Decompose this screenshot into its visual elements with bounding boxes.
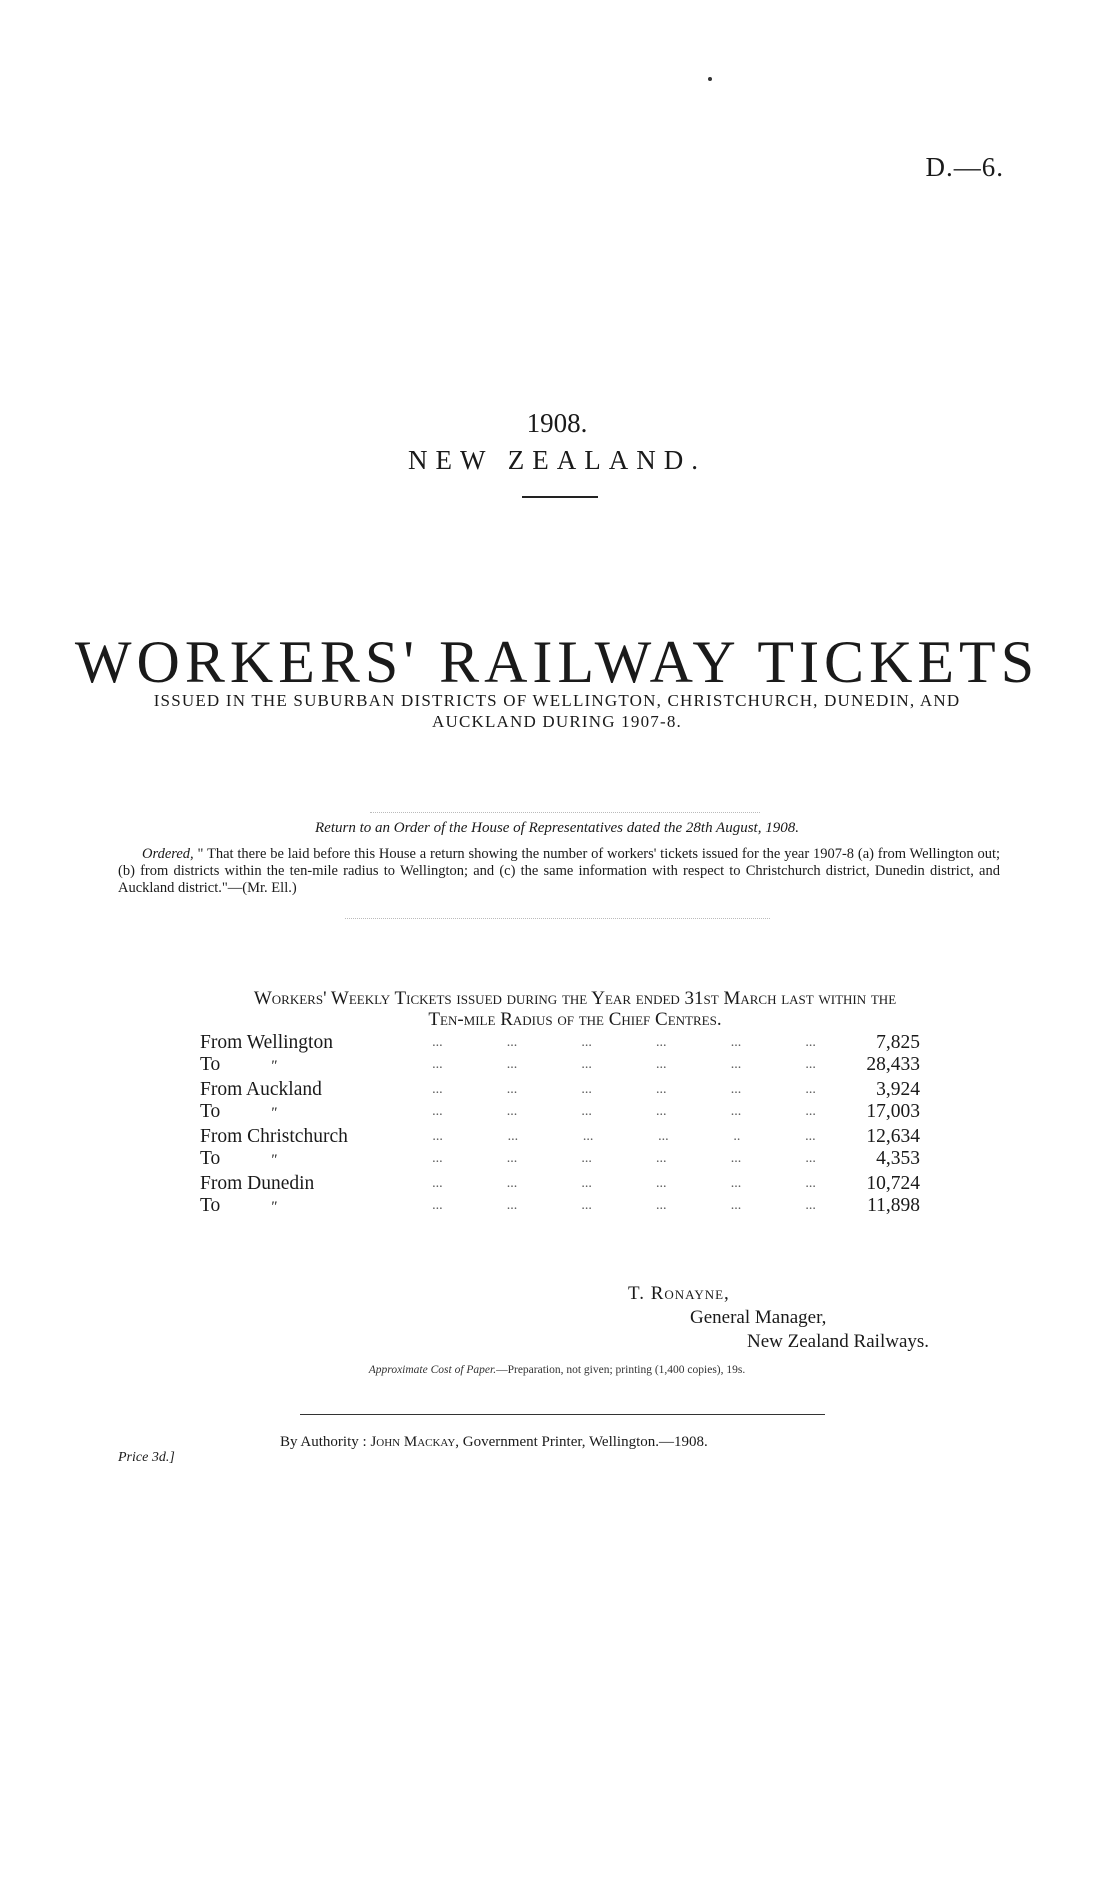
table-row: From Dunedin ... ... ... ... ... ... 10,724 — [200, 1173, 920, 1194]
tickets-table — [200, 1032, 920, 1217]
row-value: 4,353 — [876, 1148, 920, 1169]
signature-organization: New Zealand Railways. — [747, 1331, 930, 1352]
subtitle: ISSUED IN THE SUBURBAN DISTRICTS OF WELLINGTON, CHRISTCHURCH, DUNEDIN, AND AUCKLAND DURING 1907-8. — [153, 691, 961, 731]
row-value: 10,724 — [866, 1173, 920, 1194]
table-row: To " ... ... ... ... ... ... 28,433 — [200, 1054, 920, 1075]
row-value: 17,003 — [866, 1101, 920, 1122]
faint-divider-bottom — [345, 918, 770, 919]
cost-text: —Preparation, not given; printing (1,400 copies), 19s. — [496, 1364, 746, 1376]
ditto-mark: " — [270, 1199, 277, 1215]
heading-divider — [522, 496, 598, 498]
table-row: From Auckland ... ... ... ... ... ... 3,924 — [200, 1079, 920, 1100]
ordered-paragraph — [118, 846, 1000, 897]
table-heading-line-2: Ten-mile Radius of the Chief Centres. — [428, 1009, 722, 1030]
signature-title: General Manager, — [690, 1307, 827, 1328]
return-order-line: Return to an Order of the House of Representatives dated the 28th August, 1908. — [315, 820, 799, 836]
row-value: 12,634 — [866, 1126, 920, 1147]
table-row: To " ... ... ... ... ... ... 4,353 — [200, 1148, 920, 1169]
ditto-mark: " — [270, 1058, 277, 1074]
row-value: 28,433 — [866, 1054, 920, 1075]
table-heading-line-1: Workers' Weekly Tickets issued during the Year ended 31st March last within the — [253, 988, 897, 1009]
table-heading — [155, 988, 995, 1030]
printer-name: John Mackay, — [370, 1434, 460, 1450]
ditto-mark: " — [270, 1152, 277, 1168]
table-row: From Wellington ... ... ... ... ... ... 7,825 — [200, 1032, 920, 1053]
year-heading: 1908. — [526, 408, 588, 438]
row-value: 7,825 — [876, 1032, 920, 1053]
row-label: From Dunedin — [200, 1173, 315, 1194]
row-label: To — [200, 1101, 221, 1122]
authority-prefix: By Authority : — [280, 1434, 367, 1450]
authority-line — [280, 1434, 708, 1451]
row-label: From Wellington — [200, 1032, 333, 1053]
signature-name: T. Ronayne, — [628, 1283, 730, 1304]
cost-label: Approximate Cost of Paper. — [368, 1364, 497, 1376]
ordered-lead: Ordered, — [142, 846, 194, 862]
row-label: From Christchurch — [200, 1126, 348, 1147]
footer-divider — [300, 1414, 825, 1415]
table-row: From Christchurch ... ... ... ... .. ... 12,634 — [200, 1126, 920, 1147]
row-value: 11,898 — [867, 1195, 920, 1216]
ink-speck — [708, 77, 712, 81]
table-row: To " ... ... ... ... ... ... 17,003 — [200, 1101, 920, 1122]
ordered-text: " That there be laid before this House a return showing the number of workers' tickets issued for the year 1907-8 (a) from Wellington out; (b) from districts within the ten-mile radius to Wellington; and (c) the same information with respect to Christchurch district, Dunedin district, and Auckland district."—(Mr. Ell.) — [118, 846, 1001, 896]
authority-rest: Government Printer, Wellington.—1908. — [462, 1434, 708, 1450]
faint-divider-top — [370, 812, 760, 813]
cost-of-paper — [0, 1364, 1114, 1376]
row-label: To — [200, 1195, 221, 1216]
row-value: 3,924 — [876, 1079, 920, 1100]
ditto-mark: " — [270, 1105, 277, 1121]
row-label: To — [200, 1054, 221, 1075]
row-label: To — [200, 1148, 221, 1169]
country-heading: NEW ZEALAND. — [408, 445, 706, 475]
document-number: D.—6. — [925, 152, 1004, 182]
price-note: Price 3d.] — [118, 1450, 175, 1465]
main-title: WORKERS' RAILWAY TICKETS — [74, 629, 1040, 695]
row-label: From Auckland — [200, 1079, 322, 1100]
table-row: To " ... ... ... ... ... ... 11,898 — [200, 1195, 920, 1216]
